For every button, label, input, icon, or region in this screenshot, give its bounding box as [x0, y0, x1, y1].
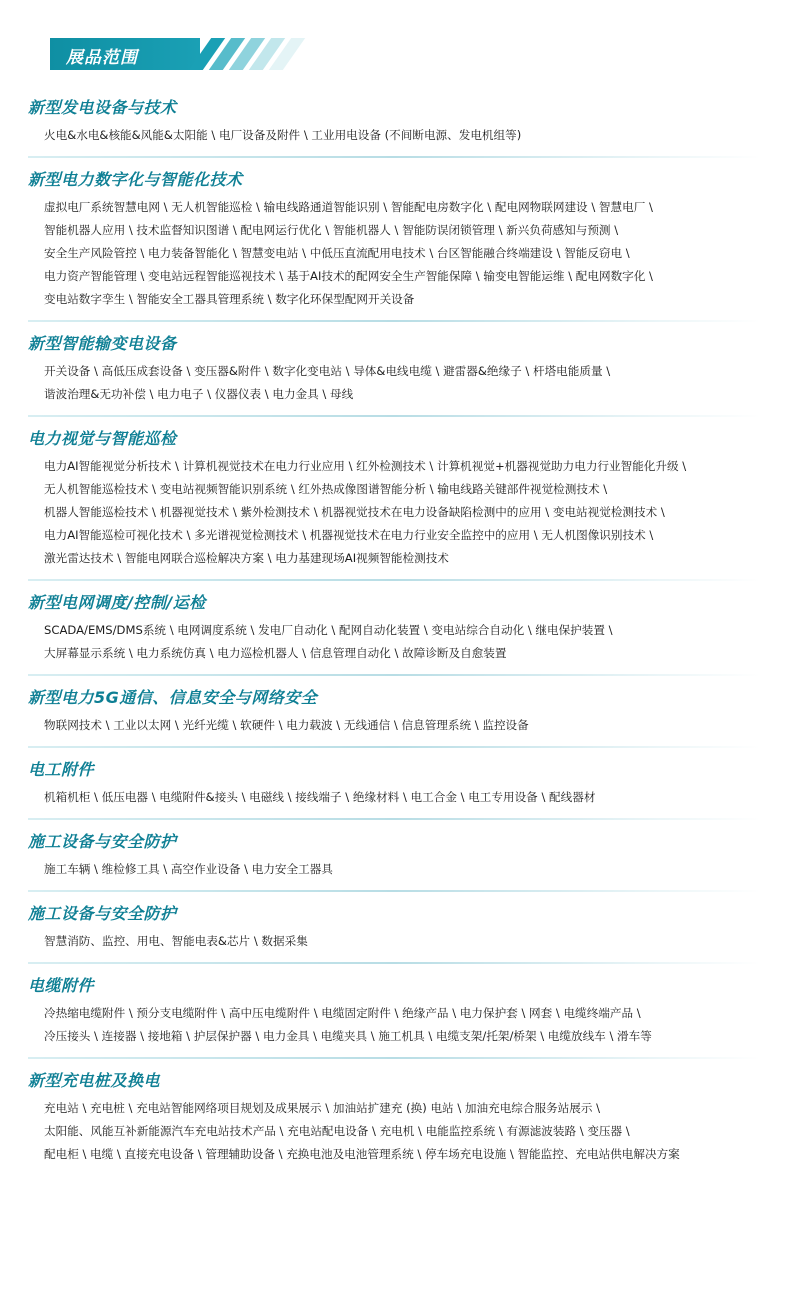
- category-item-line: 智慧消防、监控、用电、智能电表&芯片 \ 数据采集: [44, 934, 308, 948]
- category-item-line: 配电柜 \ 电缆 \ 直接充电设备 \ 管理辅助设备 \ 充换电池及电池管理系统 \ 停车场充电设施 \ 智能监控、充电站供电解决方案: [44, 1147, 680, 1161]
- exhibit-category: [0, 330, 800, 425]
- category-item-line: 大屏幕显示系统 \ 电力系统仿真 \ 电力巡检机器人 \ 信息管理自动化 \ 故障诊断及自愈装置: [44, 646, 507, 660]
- exhibit-category: [0, 1067, 800, 1166]
- exhibit-category: [0, 166, 800, 330]
- category-items: [28, 784, 800, 809]
- exhibit-category: [0, 972, 800, 1067]
- category-item-line: 安全生产风险管控 \ 电力装备智能化 \ 智慧变电站 \ 中低压直流配用电技术 \ 台区智能融合终端建设 \ 智能反窃电 \: [44, 246, 630, 260]
- category-items: [28, 453, 800, 570]
- section-banner: [50, 38, 290, 70]
- category-title: 新型发电设备与技术: [28, 98, 177, 117]
- category-item-line: SCADA/EMS/DMS系统 \ 电网调度系统 \ 发电厂自动化 \ 配网自动化装置 \ 变电站综合自动化 \ 继电保护装置 \: [44, 623, 613, 637]
- exhibit-category: [0, 684, 800, 756]
- category-item-line: 激光雷达技术 \ 智能电网联合巡检解决方案 \ 电力基建现场AI视频智能检测技术: [44, 551, 449, 565]
- category-item-line: 太阳能、风能互补新能源汽车充电站技术产品 \ 充电站配电设备 \ 充电机 \ 电能监控系统 \ 有源滤波装路 \ 变压器 \: [44, 1124, 630, 1138]
- category-title: 新型充电桩及换电: [28, 1071, 161, 1090]
- banner-title: 展品范围: [66, 48, 138, 68]
- category-items: [28, 617, 800, 665]
- category-title: 电工附件: [28, 760, 95, 779]
- category-title: 施工设备与安全防护: [28, 832, 177, 851]
- category-item-line: 机器人智能巡检技术 \ 机器视觉技术 \ 紫外检测技术 \ 机器视觉技术在电力设备缺陷检测中的应用 \ 变电站视觉检测技术 \: [44, 505, 665, 519]
- category-title: 新型电力5G通信、信息安全与网络安全: [28, 688, 318, 707]
- category-items: [28, 358, 800, 406]
- category-item-line: 开关设备 \ 高低压成套设备 \ 变压器&附件 \ 数字化变电站 \ 导体&电线电缆 \ 避雷器&绝缘子 \ 杆塔电能质量 \: [44, 364, 611, 378]
- category-items: [28, 1095, 800, 1166]
- category-title: 新型电网调度/控制/运检: [28, 593, 206, 612]
- category-title: 电力视觉与智能巡检: [28, 429, 177, 448]
- category-item-line: 电力资产智能管理 \ 变电站远程智能巡视技术 \ 基于AI技术的配网安全生产智能保障 \ 输变电智能运维 \ 配电网数字化 \: [44, 269, 653, 283]
- exhibit-category: [0, 900, 800, 972]
- category-item-line: 冷热缩电缆附件 \ 预分支电缆附件 \ 高中压电缆附件 \ 电缆固定附件 \ 绝缘产品 \ 电力保护套 \ 网套 \ 电缆终端产品 \: [44, 1006, 641, 1020]
- category-item-line: 智能机器人应用 \ 技术监督知识图谱 \ 配电网运行优化 \ 智能机器人 \ 智能防误闭锁管理 \ 新兴负荷感知与预测 \: [44, 223, 619, 237]
- category-items: [28, 712, 800, 737]
- category-item-line: 物联网技术 \ 工业以太网 \ 光纤光缆 \ 软硬件 \ 电力载波 \ 无线通信 \ 信息管理系统 \ 监控设备: [44, 718, 529, 732]
- category-items: [28, 194, 800, 311]
- category-item-line: 电力AI智能视觉分析技术 \ 计算机视觉技术在电力行业应用 \ 红外检测技术 \ 计算机视觉+机器视觉助力电力行业智能化升级 \: [44, 459, 687, 473]
- category-item-line: 冷压接头 \ 连接器 \ 接地箱 \ 护层保护器 \ 电力金具 \ 电缆夹具 \ 施工机具 \ 电缆支架/托架/桥架 \ 电缆放线车 \ 滑车等: [44, 1029, 652, 1043]
- category-item-line: 机箱机柜 \ 低压电器 \ 电缆附件&接头 \ 电磁线 \ 接线端子 \ 绝缘材料 \ 电工合金 \ 电工专用设备 \ 配线器材: [44, 790, 596, 804]
- exhibit-category: [0, 425, 800, 589]
- category-item-line: 无人机智能巡检技术 \ 变电站视频智能识别系统 \ 红外热成像图谱智能分析 \ 输电线路关键部件视觉检测技术 \: [44, 482, 608, 496]
- category-items: [28, 122, 800, 147]
- exhibit-category: [0, 756, 800, 828]
- exhibit-scope-list: [0, 94, 800, 1166]
- category-item-line: 变电站数字孪生 \ 智能安全工器具管理系统 \ 数字化环保型配网开关设备: [44, 292, 415, 306]
- exhibit-category: [0, 828, 800, 900]
- category-items: [28, 1000, 800, 1048]
- category-items: [28, 856, 800, 881]
- category-item-line: 电力AI智能巡检可视化技术 \ 多光谱视觉检测技术 \ 机器视觉技术在电力行业安全监控中的应用 \ 无人机图像识别技术 \: [44, 528, 654, 542]
- category-item-line: 施工车辆 \ 维检修工具 \ 高空作业设备 \ 电力安全工器具: [44, 862, 333, 876]
- category-items: [28, 928, 800, 953]
- exhibit-category: [0, 94, 800, 166]
- category-title: 新型智能输变电设备: [28, 334, 177, 353]
- exhibit-category: [0, 589, 800, 684]
- category-item-line: 充电站 \ 充电桩 \ 充电站智能网络项目规划及成果展示 \ 加油站扩建充 (换) 电站 \ 加油充电综合服务站展示 \: [44, 1101, 601, 1115]
- category-title: 施工设备与安全防护: [28, 904, 177, 923]
- category-item-line: 虚拟电厂系统智慧电网 \ 无人机智能巡检 \ 输电线路通道智能识别 \ 智能配电房数字化 \ 配电网物联网建设 \ 智慧电厂 \: [44, 200, 653, 214]
- category-title: 新型电力数字化与智能化技术: [28, 170, 243, 189]
- category-title: 电缆附件: [28, 976, 95, 995]
- category-item-line: 火电&水电&核能&风能&太阳能 \ 电厂设备及附件 \ 工业用电设备 (不间断电源、发电机组等): [44, 128, 522, 142]
- category-item-line: 谐波治理&无功补偿 \ 电力电子 \ 仪器仪表 \ 电力金具 \ 母线: [44, 387, 354, 401]
